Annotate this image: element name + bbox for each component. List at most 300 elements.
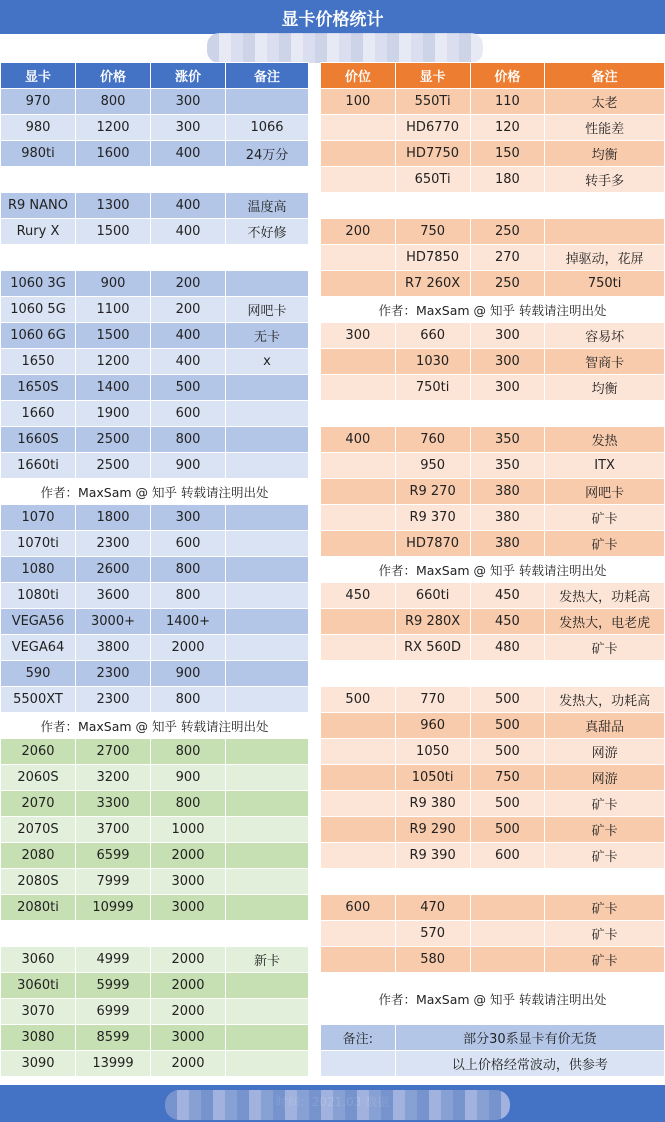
table-cell: 矿卡 <box>545 947 665 973</box>
table-cell <box>226 375 309 401</box>
table-cell: 570 <box>395 921 470 947</box>
table-row <box>1 635 309 661</box>
table-cell: 760 <box>395 427 470 453</box>
table-cell: 550Ti <box>395 89 470 115</box>
table-row <box>1 843 309 869</box>
table-cell <box>226 1025 309 1051</box>
table-cell: 3090 <box>1 1051 76 1077</box>
table-cell: HD7850 <box>395 245 470 271</box>
table-cell: 960 <box>395 713 470 739</box>
table-cell: 300 <box>470 323 545 349</box>
table-cell: 2080 <box>1 843 76 869</box>
table-cell <box>545 219 665 245</box>
left-header-row <box>1 63 309 89</box>
table-row <box>1 141 309 167</box>
table-row <box>1 89 309 115</box>
table-cell: 300 <box>151 89 226 115</box>
table-cell <box>226 765 309 791</box>
table-cell: 400 <box>151 193 226 219</box>
table-cell: 980ti <box>1 141 76 167</box>
table-cell <box>1 245 76 271</box>
table-cell <box>321 713 396 739</box>
table-cell: 1660S <box>1 427 76 453</box>
table-cell <box>321 869 396 895</box>
table-cell: 矿卡 <box>545 921 665 947</box>
table-cell: 3800 <box>76 635 151 661</box>
table-cell: 7999 <box>76 869 151 895</box>
table-cell: 1900 <box>76 401 151 427</box>
table-cell: 450 <box>470 609 545 635</box>
table-cell: 800 <box>151 583 226 609</box>
table-cell: HD7870 <box>395 531 470 557</box>
table-cell: 4999 <box>76 947 151 973</box>
table-cell: 3070 <box>1 999 76 1025</box>
table-row <box>1 869 309 895</box>
table-cell <box>321 141 396 167</box>
author-credit: 作者：MaxSam @ 知乎 转载请注明出处 <box>1 713 309 739</box>
table-cell <box>226 245 309 271</box>
spacer-row <box>1 167 309 193</box>
table-cell <box>470 869 545 895</box>
table-cell <box>321 453 396 479</box>
table-row <box>1 999 309 1025</box>
spacer-row <box>321 401 665 427</box>
table-cell: 2000 <box>151 843 226 869</box>
table-cell: RX 560D <box>395 635 470 661</box>
table-cell <box>470 661 545 687</box>
author-credit: 作者：MaxSam @ 知乎 转载请注明出处 <box>321 557 665 583</box>
table-row <box>1 817 309 843</box>
table-cell: 300 <box>151 505 226 531</box>
table-cell: 200 <box>151 271 226 297</box>
table-cell <box>226 1051 309 1077</box>
table-cell: 950 <box>395 453 470 479</box>
table-cell: 掉驱动，花屏 <box>545 245 665 271</box>
table-cell: 1070 <box>1 505 76 531</box>
table-cell: 500 <box>470 739 545 765</box>
table-cell: 1050ti <box>395 765 470 791</box>
table-cell: 1600 <box>76 141 151 167</box>
table-cell <box>321 791 396 817</box>
table-cell <box>226 895 309 921</box>
table-cell: 1500 <box>76 219 151 245</box>
table-cell: 1070ti <box>1 531 76 557</box>
table-row <box>1 947 309 973</box>
table-cell: 容易坏 <box>545 323 665 349</box>
table-cell <box>151 245 226 271</box>
table-cell <box>321 167 396 193</box>
table-cell: 380 <box>470 531 545 557</box>
table-cell <box>321 817 396 843</box>
table-cell: 2060 <box>1 739 76 765</box>
table-cell <box>321 765 396 791</box>
table-row <box>321 817 665 843</box>
table-cell: 5999 <box>76 973 151 999</box>
table-cell: 1650S <box>1 375 76 401</box>
table-cell: 1050 <box>395 739 470 765</box>
table-cell: 网吧卡 <box>545 479 665 505</box>
credit-row <box>321 973 665 1025</box>
table-cell: 800 <box>76 89 151 115</box>
table-row <box>321 245 665 271</box>
table-cell: 1660 <box>1 401 76 427</box>
table-cell: 8599 <box>76 1025 151 1051</box>
table-cell: R9 290 <box>395 817 470 843</box>
table-cell: 矿卡 <box>545 817 665 843</box>
table-cell: 750 <box>395 219 470 245</box>
table-cell <box>470 401 545 427</box>
spacer-row <box>321 193 665 219</box>
table-cell <box>226 973 309 999</box>
table-cell: 发热 <box>545 427 665 453</box>
table-cell: 400 <box>151 219 226 245</box>
table-cell: 580 <box>395 947 470 973</box>
table-cell <box>226 817 309 843</box>
author-credit: 作者：MaxSam @ 知乎 转载请注明出处 <box>321 973 665 1025</box>
left-gpu-table <box>0 62 309 1077</box>
spacer-row <box>1 921 309 947</box>
table-cell: 770 <box>395 687 470 713</box>
table-cell: VEGA64 <box>1 635 76 661</box>
table-cell: 400 <box>151 141 226 167</box>
table-cell <box>226 557 309 583</box>
table-cell <box>226 531 309 557</box>
table-cell: 发热大，功耗高 <box>545 583 665 609</box>
table-row <box>1 1051 309 1077</box>
table-cell: 1060 3G <box>1 271 76 297</box>
table-cell <box>226 687 309 713</box>
notes-label: 备注: <box>321 1025 396 1051</box>
table-cell: 200 <box>151 297 226 323</box>
table-row <box>321 115 665 141</box>
table-cell: 500 <box>151 375 226 401</box>
table-cell <box>226 843 309 869</box>
table-row <box>1 115 309 141</box>
author-credit: 作者：MaxSam @ 知乎 转载请注明出处 <box>1 479 309 505</box>
table-cell <box>226 869 309 895</box>
table-cell <box>226 271 309 297</box>
table-cell: 800 <box>151 557 226 583</box>
table-cell: 2000 <box>151 973 226 999</box>
table-row <box>321 167 665 193</box>
table-cell: 470 <box>395 895 470 921</box>
table-cell <box>545 661 665 687</box>
table-cell: 480 <box>470 635 545 661</box>
table-cell <box>226 401 309 427</box>
table-cell <box>470 193 545 219</box>
table-cell <box>321 193 396 219</box>
table-row <box>321 323 665 349</box>
table-cell: 900 <box>151 661 226 687</box>
table-cell <box>321 479 396 505</box>
table-row <box>1 375 309 401</box>
table-cell: 矿卡 <box>545 791 665 817</box>
table-cell: 650Ti <box>395 167 470 193</box>
table-cell: 800 <box>151 791 226 817</box>
table-cell: 300 <box>321 323 396 349</box>
table-cell <box>226 609 309 635</box>
table-row <box>321 505 665 531</box>
notes-label-empty <box>321 1051 396 1077</box>
table-cell: 660 <box>395 323 470 349</box>
table-cell: 2000 <box>151 947 226 973</box>
table-row <box>321 453 665 479</box>
left-column-header: 备注 <box>226 63 309 89</box>
table-cell: 1060 5G <box>1 297 76 323</box>
table-row <box>321 349 665 375</box>
table-row <box>321 713 665 739</box>
table-row <box>1 271 309 297</box>
table-row <box>1 297 309 323</box>
table-row <box>321 687 665 713</box>
table-cell <box>321 271 396 297</box>
table-cell: 1800 <box>76 505 151 531</box>
table-row <box>321 895 665 921</box>
table-cell <box>321 505 396 531</box>
right-gpu-table <box>320 62 665 1077</box>
table-row <box>1 609 309 635</box>
table-cell <box>151 167 226 193</box>
spacer-row <box>1 245 309 271</box>
table-cell: 380 <box>470 505 545 531</box>
table-row <box>321 635 665 661</box>
table-cell: HD7750 <box>395 141 470 167</box>
table-row <box>1 973 309 999</box>
table-cell: 新卡 <box>226 947 309 973</box>
table-cell: 900 <box>76 271 151 297</box>
table-cell <box>321 635 396 661</box>
table-row <box>321 141 665 167</box>
table-cell: 真甜品 <box>545 713 665 739</box>
table-cell: 网游 <box>545 739 665 765</box>
blurred-watermark-top <box>207 33 483 63</box>
table-cell: R7 260X <box>395 271 470 297</box>
table-cell <box>226 453 309 479</box>
table-cell: 矿卡 <box>545 635 665 661</box>
table-cell: 300 <box>470 349 545 375</box>
table-cell <box>226 89 309 115</box>
table-row <box>321 947 665 973</box>
table-cell <box>226 583 309 609</box>
spacer-row <box>321 661 665 687</box>
table-cell: 750ti <box>395 375 470 401</box>
table-cell: x <box>226 349 309 375</box>
table-cell: 250 <box>470 219 545 245</box>
table-cell: 2300 <box>76 661 151 687</box>
table-cell: 500 <box>470 791 545 817</box>
table-cell <box>226 505 309 531</box>
table-cell <box>321 843 396 869</box>
table-row <box>1 427 309 453</box>
table-cell: 750 <box>470 765 545 791</box>
left-column-header: 涨价 <box>151 63 226 89</box>
table-cell: 3200 <box>76 765 151 791</box>
table-cell <box>321 245 396 271</box>
table-cell <box>76 921 151 947</box>
table-cell: 发热大，电老虎 <box>545 609 665 635</box>
table-cell: 800 <box>151 427 226 453</box>
table-cell: 400 <box>321 427 396 453</box>
table-cell: 1300 <box>76 193 151 219</box>
credit-row <box>1 479 309 505</box>
table-cell: R9 280X <box>395 609 470 635</box>
table-cell: 2000 <box>151 1051 226 1077</box>
page-title: 显卡价格统计 <box>0 0 665 34</box>
table-cell: 1500 <box>76 323 151 349</box>
table-cell <box>545 401 665 427</box>
table-row <box>1 583 309 609</box>
table-cell: 1400 <box>76 375 151 401</box>
table-cell <box>321 349 396 375</box>
table-cell: 智商卡 <box>545 349 665 375</box>
table-cell: 500 <box>470 817 545 843</box>
table-cell: 1660ti <box>1 453 76 479</box>
table-row <box>1 557 309 583</box>
right-column-header: 备注 <box>545 63 665 89</box>
table-row <box>321 375 665 401</box>
table-cell: 1080ti <box>1 583 76 609</box>
table-cell: 1080 <box>1 557 76 583</box>
table-cell: 均衡 <box>545 141 665 167</box>
table-cell: 转手多 <box>545 167 665 193</box>
table-cell: 13999 <box>76 1051 151 1077</box>
table-cell: ITX <box>545 453 665 479</box>
table-row <box>1 349 309 375</box>
table-cell: 200 <box>321 219 396 245</box>
table-row <box>321 271 665 297</box>
table-cell: 2080S <box>1 869 76 895</box>
table-row <box>1 401 309 427</box>
table-cell: 600 <box>321 895 396 921</box>
table-row <box>1 687 309 713</box>
table-row <box>321 609 665 635</box>
table-cell: 2500 <box>76 427 151 453</box>
notes-line: 部分30系显卡有价无货 <box>395 1025 664 1051</box>
table-cell <box>226 921 309 947</box>
table-cell: 无卡 <box>226 323 309 349</box>
table-cell <box>395 401 470 427</box>
table-cell: 500 <box>470 713 545 739</box>
table-row <box>1 661 309 687</box>
table-cell <box>321 609 396 635</box>
table-cell: 网吧卡 <box>226 297 309 323</box>
table-cell: 3060ti <box>1 973 76 999</box>
table-cell <box>321 661 396 687</box>
table-cell <box>226 739 309 765</box>
table-cell: Rury X <box>1 219 76 245</box>
table-cell: 不好修 <box>226 219 309 245</box>
table-row <box>1 323 309 349</box>
table-cell <box>321 921 396 947</box>
right-column-header: 价格 <box>470 63 545 89</box>
notes-row <box>321 1051 665 1077</box>
table-cell: 980 <box>1 115 76 141</box>
table-cell: 180 <box>470 167 545 193</box>
table-row <box>321 583 665 609</box>
table-cell <box>226 635 309 661</box>
table-cell <box>226 167 309 193</box>
table-cell: 3600 <box>76 583 151 609</box>
table-cell: 400 <box>151 323 226 349</box>
table-cell: 2000 <box>151 635 226 661</box>
table-row <box>1 193 309 219</box>
table-cell: 2070S <box>1 817 76 843</box>
table-cell: 1066 <box>226 115 309 141</box>
table-cell: 1400+ <box>151 609 226 635</box>
table-cell: 270 <box>470 245 545 271</box>
table-cell <box>321 947 396 973</box>
table-cell <box>226 661 309 687</box>
table-cell <box>321 115 396 141</box>
table-cell: 120 <box>470 115 545 141</box>
table-cell: 350 <box>470 427 545 453</box>
table-cell: 2070 <box>1 791 76 817</box>
table-row <box>321 843 665 869</box>
table-cell: 2080ti <box>1 895 76 921</box>
table-cell: 800 <box>151 687 226 713</box>
table-cell: 2060S <box>1 765 76 791</box>
left-column-header: 价格 <box>76 63 151 89</box>
table-cell: 2300 <box>76 531 151 557</box>
table-cell <box>395 193 470 219</box>
table-cell: 1650 <box>1 349 76 375</box>
table-cell: 1200 <box>76 115 151 141</box>
table-cell <box>76 245 151 271</box>
table-cell <box>395 869 470 895</box>
table-cell: R9 390 <box>395 843 470 869</box>
credit-row <box>321 557 665 583</box>
table-cell: R9 270 <box>395 479 470 505</box>
table-row <box>321 739 665 765</box>
table-cell: 600 <box>151 531 226 557</box>
table-cell: 450 <box>321 583 396 609</box>
table-cell: 350 <box>470 453 545 479</box>
table-cell <box>151 921 226 947</box>
credit-row <box>1 713 309 739</box>
right-header-row <box>321 63 665 89</box>
table-cell: 太老 <box>545 89 665 115</box>
table-cell <box>226 999 309 1025</box>
table-cell: 500 <box>321 687 396 713</box>
table-cell: 3080 <box>1 1025 76 1051</box>
table-cell: 24万分 <box>226 141 309 167</box>
table-row <box>1 219 309 245</box>
table-cell: 3000+ <box>76 609 151 635</box>
table-row <box>321 921 665 947</box>
table-cell: 1060 6G <box>1 323 76 349</box>
table-cell: 发热大，功耗高 <box>545 687 665 713</box>
table-cell: 6599 <box>76 843 151 869</box>
table-cell: 3000 <box>151 1025 226 1051</box>
credit-row <box>321 297 665 323</box>
blurred-watermark-bottom <box>165 1090 510 1120</box>
table-cell: 970 <box>1 89 76 115</box>
table-cell: 900 <box>151 765 226 791</box>
table-cell: 3000 <box>151 869 226 895</box>
table-cell <box>321 739 396 765</box>
table-row <box>321 765 665 791</box>
table-row <box>1 765 309 791</box>
right-column-header: 显卡 <box>395 63 470 89</box>
table-row <box>1 791 309 817</box>
table-row <box>1 895 309 921</box>
table-cell: 900 <box>151 453 226 479</box>
table-cell: 750ti <box>545 271 665 297</box>
table-cell: 2500 <box>76 453 151 479</box>
table-cell: 380 <box>470 479 545 505</box>
table-cell: 性能差 <box>545 115 665 141</box>
table-cell: 2300 <box>76 687 151 713</box>
